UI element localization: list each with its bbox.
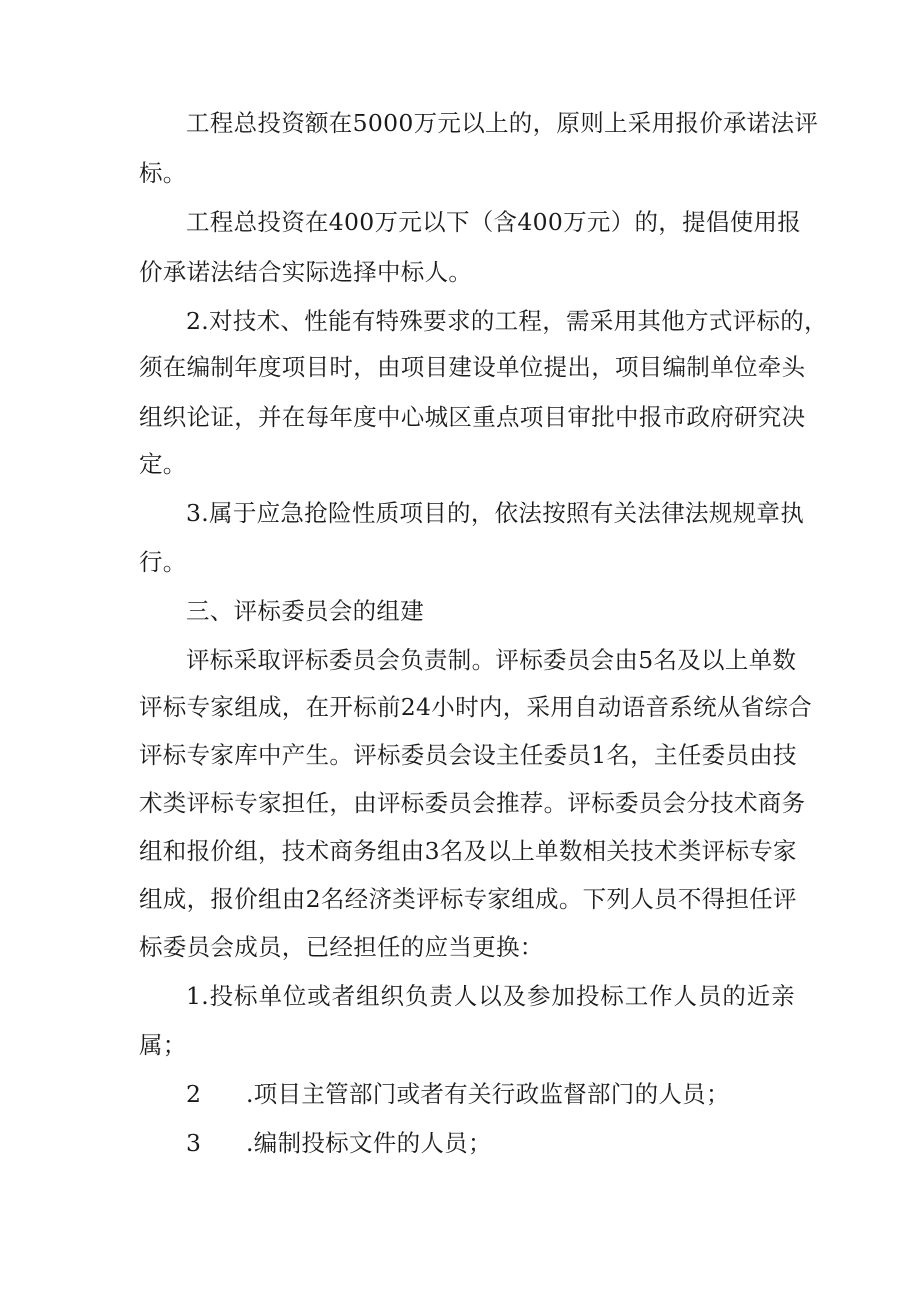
paragraph-line: 3.属于应急抢险性质项目的，依法按照有关法律法规规章执	[186, 499, 805, 527]
list-item	[186, 1128, 492, 1158]
paragraph-line: 评标专家库中产生。评标委员会设主任委员1名，主任委员由技	[139, 741, 797, 769]
list-item	[186, 1079, 730, 1109]
paragraph-line: 工程总投资在400万元以下（含400万元）的，提倡使用报	[186, 208, 802, 236]
paragraph-line: 工程总投资额在5000万元以上的，原则上采用报价承诺法评	[186, 109, 819, 137]
paragraph-line: 1.投标单位或者组织负责人以及参加投标工作人员的近亲	[186, 982, 795, 1010]
paragraph-line: 属；	[139, 1031, 187, 1059]
paragraph-line: 价承诺法结合实际选择中标人。	[139, 258, 473, 286]
paragraph-line: 评标采取评标委员会负责制。评标委员会由5名及以上单数	[186, 646, 797, 674]
list-item-number: 2	[186, 1080, 202, 1108]
paragraph-line: 标。	[139, 159, 187, 187]
section-heading: 三、评标委员会的组建	[186, 597, 424, 625]
paragraph-line: 组和报价组，技术商务组由3名及以上单数相关技术类评标专家	[139, 837, 797, 865]
paragraph-line: 行。	[139, 548, 187, 576]
list-item-number: 3	[186, 1129, 202, 1157]
paragraph-line: 标委员会成员，已经担任的应当更换：	[139, 933, 544, 961]
paragraph-line: 术类评标专家担任，由评标委员会推荐。评标委员会分技术商务	[139, 789, 806, 817]
paragraph-line: 2.对技术、性能有特殊要求的工程，需采用其他方式评标的，	[186, 307, 828, 335]
list-item-text: .编制投标文件的人员；	[246, 1129, 492, 1157]
paragraph-line: 组成，报价组由2名经济类评标专家组成。下列人员不得担任评	[139, 885, 797, 913]
list-item-text: .项目主管部门或者有关行政监督部门的人员；	[246, 1080, 730, 1108]
paragraph-line: 须在编制年度项目时，由项目建设单位提出，项目编制单位牵头	[139, 353, 806, 381]
paragraph-line: 评标专家组成，在开标前24小时内，采用自动语音系统从省综合	[139, 693, 813, 721]
paragraph-line: 组织论证，并在每年度中心城区重点项目审批中报市政府研究决	[139, 403, 806, 431]
paragraph-line: 定。	[139, 450, 187, 478]
